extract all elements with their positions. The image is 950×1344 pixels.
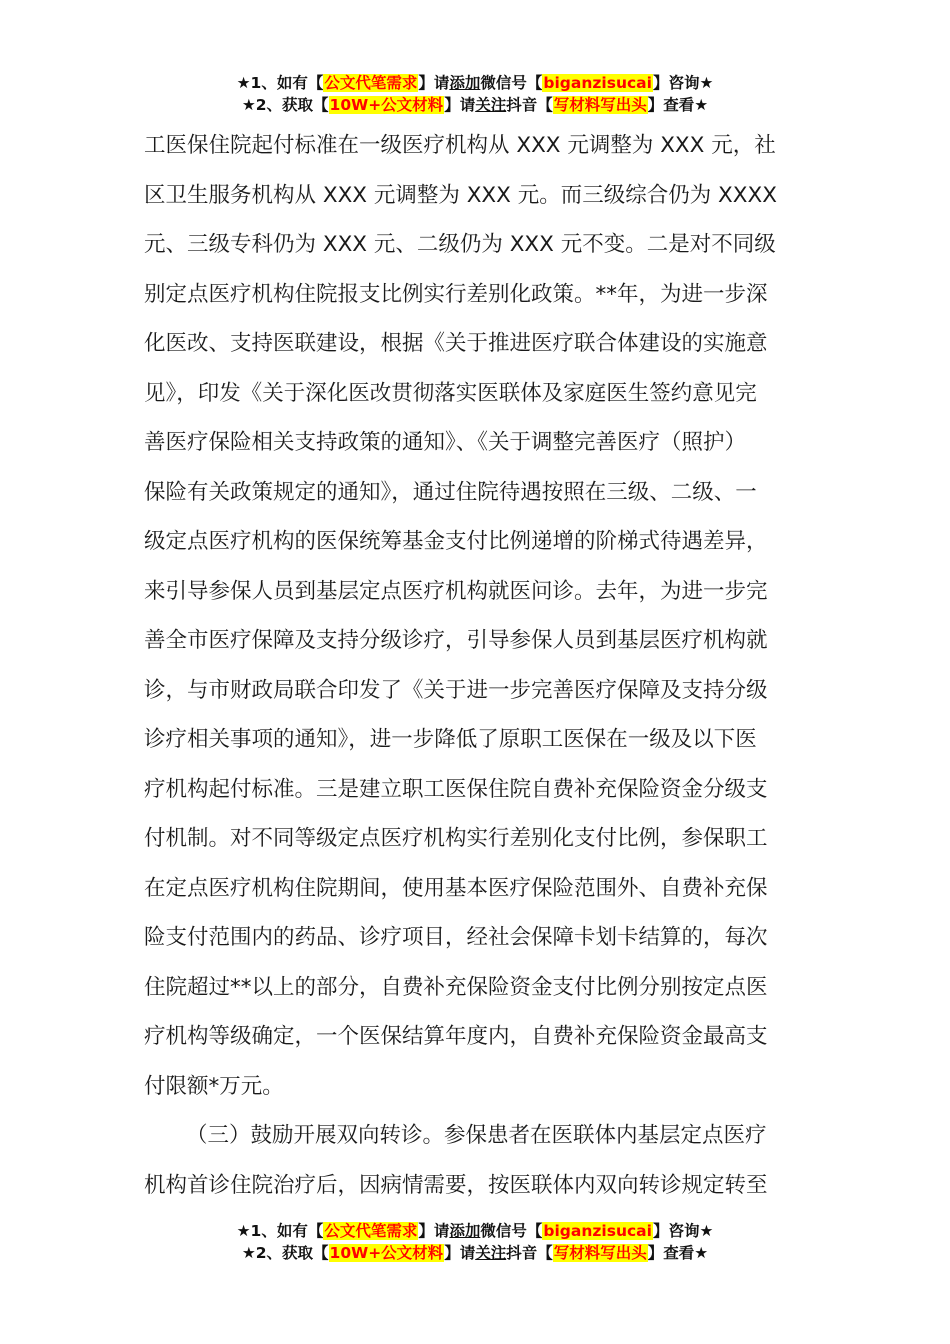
body-line: 在定点医疗机构住院期间，使用基本医疗保险范围外、自费补充保: [144, 875, 768, 901]
banner-text: ★1、如有【: [236, 74, 324, 92]
banner-wechat-id: biganzisucai: [543, 74, 652, 92]
banner-text: 抖音【: [506, 96, 553, 114]
banner-text: 】咨询★: [652, 74, 714, 92]
banner-highlight: 公文代笔需求: [324, 1222, 418, 1240]
body-line: 保险有关政策规定的通知》，通过住院待遇按照在三级、二级、一: [144, 479, 757, 505]
banner-text: ★2、获取【: [241, 96, 329, 114]
banner-text: 】请: [444, 96, 476, 114]
body-line: 诊，与市财政局联合印发了《关于进一步完善医疗保障及支持分级: [144, 677, 768, 703]
banner-text: 】请: [418, 74, 450, 92]
body-line: 见》，印发《关于深化医改贯彻落实医联体及家庭医生签约意见完: [144, 380, 757, 406]
banner-text: ★2、获取【: [241, 1244, 329, 1262]
body-line: 付限额*万元。: [144, 1073, 284, 1099]
banner-line-1: [0, 72, 950, 94]
banner-text: 微信号【: [480, 74, 543, 92]
body-line: 疗机构等级确定，一个医保结算年度内，自费补充保险资金最高支: [144, 1024, 768, 1049]
body-line: 险支付范围内的药品、诊疗项目，经社会保障卡划卡结算的，每次: [144, 925, 768, 950]
body-line: 善全市医疗保障及支持分级诊疗，引导参保人员到基层医疗机构就: [144, 628, 768, 653]
body-line: 来引导参保人员到基层定点医疗机构就医问诊。去年，为进一步完: [144, 578, 768, 604]
body-line: 化医改、支持医联建设，根据《关于推进医疗联合体建设的实施意: [144, 331, 768, 356]
banner-text: 抖音【: [506, 1244, 553, 1262]
banner-text: 】查看★: [647, 96, 709, 114]
body-line: 元、三级专科仍为 XXX 元、二级仍为 XXX 元不变。二是对不同级: [144, 232, 776, 257]
banner-line-2: [0, 1242, 950, 1264]
banner-underline: 添加: [449, 1222, 481, 1240]
banner-underline: 关注: [475, 1244, 507, 1262]
body-line: 诊疗相关事项的通知》，进一步降低了原职工医保在一级及以下医: [144, 727, 757, 752]
section-heading-line: （三）鼓励开展双向转诊。参保患者在医联体内基层定点医疗: [186, 1123, 767, 1148]
banner-douyin-id: 写材料写出头: [553, 96, 647, 114]
banner-highlight: 公文代笔需求: [324, 74, 418, 92]
banner-text: 】请: [418, 1222, 450, 1240]
banner-text: 】咨询★: [652, 1222, 714, 1240]
body-line: 机构首诊住院治疗后，因病情需要，按医联体内双向转诊规定转至: [144, 1172, 768, 1198]
banner-highlight: 10W+公文材料: [329, 96, 444, 114]
header-banner: [0, 72, 950, 116]
body-line: 别定点医疗机构住院报支比例实行差别化政策。**年，为进一步深: [144, 281, 768, 307]
banner-highlight: 10W+公文材料: [329, 1244, 444, 1262]
document-body: [144, 121, 814, 1210]
body-line: 住院超过**以上的部分，自费补充保险资金支付比例分别按定点医: [144, 974, 768, 1000]
banner-underline: 关注: [475, 96, 507, 114]
body-line: 工医保住院起付标准在一级医疗机构从 XXX 元调整为 XXX 元，社: [144, 133, 776, 158]
banner-text: 微信号【: [480, 1222, 543, 1240]
banner-text: 】请: [444, 1244, 476, 1262]
banner-text: ★1、如有【: [236, 1222, 324, 1240]
body-line: 区卫生服务机构从 XXX 元调整为 XXX 元。而三级综合仍为 XXXX: [144, 182, 777, 208]
banner-text: 】查看★: [647, 1244, 709, 1262]
body-line: 付机制。对不同等级定点医疗机构实行差别化支付比例，参保职工: [144, 826, 768, 851]
footer-banner: [0, 1220, 950, 1264]
banner-douyin-id: 写材料写出头: [553, 1244, 647, 1262]
banner-underline: 添加: [449, 74, 481, 92]
body-line: 善医疗保险相关支持政策的通知》、《关于调整完善医疗（照护）: [144, 430, 747, 455]
body-line: 疗机构起付标准。三是建立职工医保住院自费补充保险资金分级支: [144, 776, 768, 802]
banner-line-1: [0, 1220, 950, 1242]
body-line: 级定点医疗机构的医保统筹基金支付比例递增的阶梯式待遇差异，: [144, 529, 768, 554]
banner-line-2: [0, 94, 950, 116]
banner-wechat-id: biganzisucai: [543, 1222, 652, 1240]
